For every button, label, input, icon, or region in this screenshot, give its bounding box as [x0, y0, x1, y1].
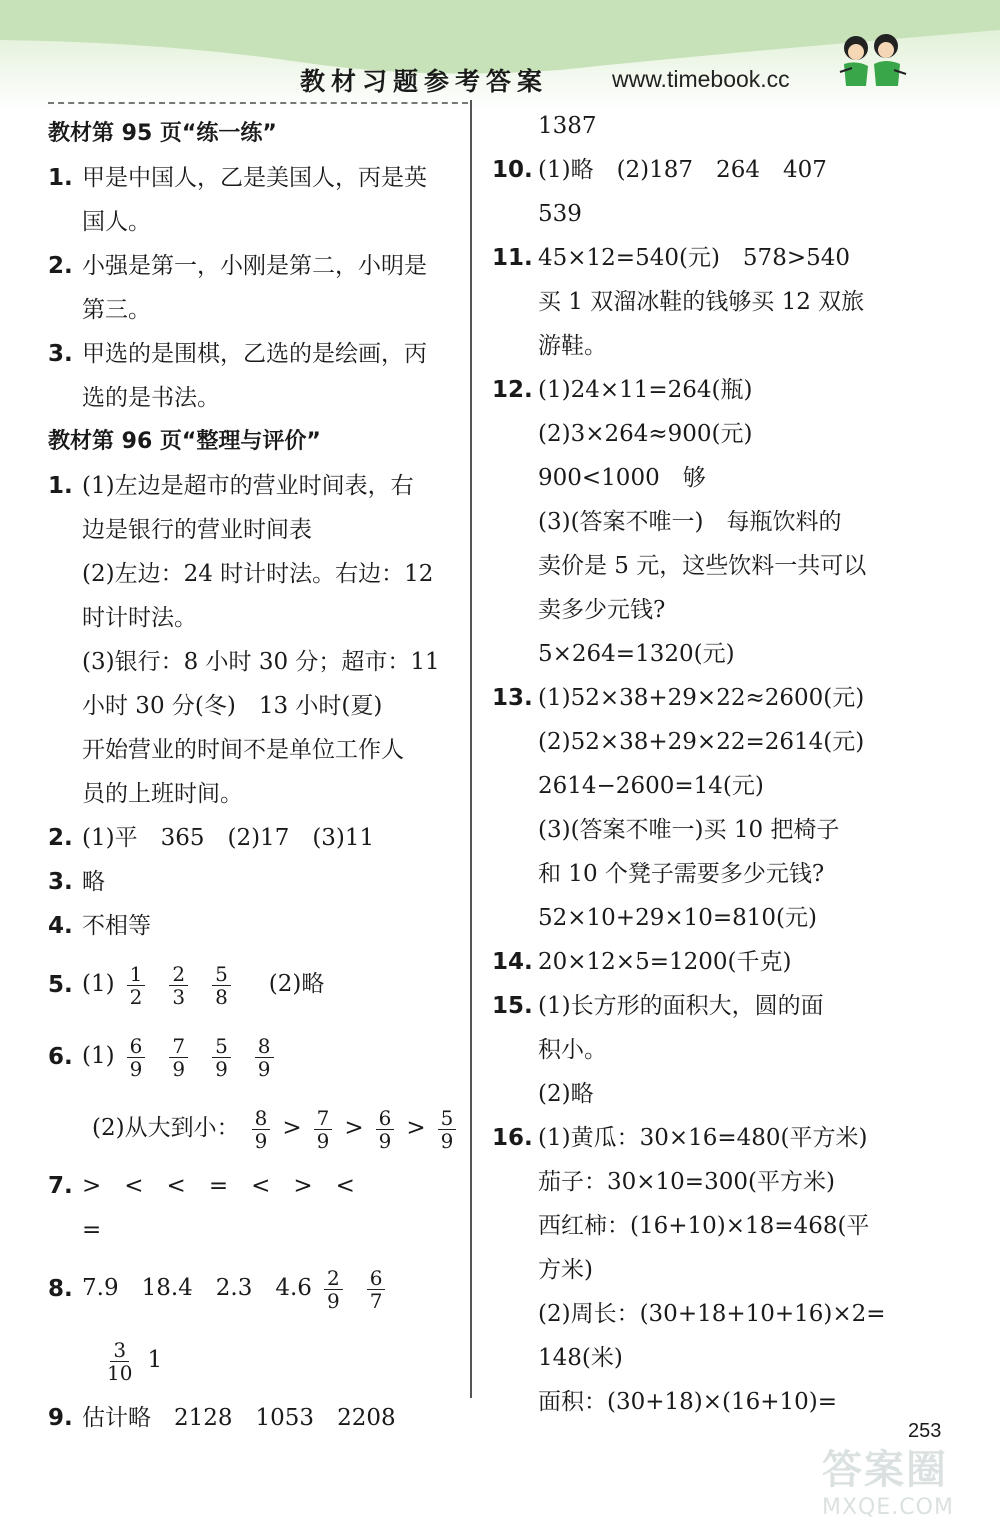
answer-item: [48, 816, 468, 860]
fraction: [169, 1035, 188, 1080]
answer-text: 茄子：30×10=300(平方米): [538, 1169, 835, 1195]
answer-item: [48, 1164, 468, 1208]
answer-text-cont: [492, 280, 912, 324]
answer-text: (2)略: [268, 971, 325, 997]
greater-than-sign: >: [406, 1115, 426, 1141]
numerator: 6: [376, 1107, 395, 1130]
answer-text-cont: [492, 104, 912, 148]
header-website: www.timebook.cc: [612, 66, 790, 92]
section-heading-p96: 教材第 96 页“整理与评价”: [48, 429, 321, 454]
denominator: 9: [316, 1128, 330, 1153]
numerator: 8: [255, 1035, 274, 1058]
answer-text-cont: =: [82, 1217, 102, 1243]
answer-text-cont: [492, 1028, 912, 1072]
fraction: [127, 1035, 146, 1080]
denominator: 9: [378, 1128, 392, 1153]
numerator: 6: [127, 1035, 146, 1058]
answer-text: 甲选的是围棋，乙选的是绘画，丙: [82, 341, 427, 367]
answer-text-cont: [492, 1336, 912, 1380]
fraction: [255, 1035, 274, 1080]
answer-item: [48, 244, 468, 288]
answer-text: 539: [538, 201, 582, 227]
answer-text-cont: [492, 808, 912, 852]
numerator: 1: [127, 963, 146, 986]
item-number: 7.: [48, 1173, 73, 1199]
answer-item: [492, 236, 912, 280]
answer-text-cont: 小时 30 分(冬) 13 小时(夏): [82, 693, 383, 719]
answer-text-cont: [492, 1160, 912, 1204]
answer-text: (3)(答案不唯一) 每瓶饮料的: [538, 509, 842, 535]
answer-text-cont: [492, 764, 912, 808]
answer-text: (3)(答案不唯一)买 10 把椅子: [538, 817, 840, 843]
answer-item: [48, 464, 468, 508]
fraction: [324, 1267, 343, 1312]
answer-text: (1): [82, 1043, 115, 1069]
answer-text-cont: (2)左边：24 时计时法。右边：12: [82, 561, 434, 587]
answer-text: 西红柿：(16+10)×18=468(平: [538, 1213, 870, 1239]
item-number: 12.: [492, 377, 533, 403]
answer-text: 卖多少元钱?: [538, 597, 666, 623]
answer-text: 900<1000 够: [538, 465, 706, 491]
answer-text-cont: 边是银行的营业时间表: [82, 517, 312, 543]
answer-text-cont: [492, 720, 912, 764]
item-number: 1.: [48, 165, 73, 191]
answer-text: 和 10 个凳子需要多少元钱?: [538, 861, 825, 887]
answer-text: 不相等: [82, 913, 151, 939]
answer-text: 20×12×5=1200(千克): [538, 949, 792, 975]
answer-text: 1387: [538, 113, 597, 139]
answer-text-cont: [492, 852, 912, 896]
answer-text-cont: [492, 896, 912, 940]
watermark-url: MXQE.COM: [822, 1495, 954, 1520]
item-number: 11.: [492, 245, 533, 271]
numerator: 2: [169, 963, 188, 986]
fraction: [169, 963, 188, 1008]
answer-text: (1)24×11=264(瓶): [538, 377, 753, 403]
answer-item: [492, 984, 912, 1028]
item-number: 10.: [492, 157, 533, 183]
left-column: [48, 112, 468, 1440]
answer-text-cont: 时计时法。: [82, 605, 197, 631]
fraction: [367, 1267, 386, 1312]
denominator: 9: [257, 1056, 271, 1081]
answer-text: (2)3×264≈900(元): [538, 421, 753, 447]
answer-text-cont: [492, 544, 912, 588]
denominator: 9: [326, 1288, 340, 1313]
answer-text-cont: [492, 1292, 912, 1336]
answer-text-cont: [492, 192, 912, 236]
watermark-text: 答案圈: [822, 1447, 948, 1493]
answer-text: (1)长方形的面积大，圆的面: [538, 993, 824, 1019]
numerator: 5: [438, 1107, 457, 1130]
fraction: [438, 1107, 457, 1152]
item-number: 5.: [48, 972, 73, 998]
item-number: 4.: [48, 913, 73, 939]
fraction: [376, 1107, 395, 1152]
answer-text: 148(米): [538, 1345, 623, 1371]
item-number: 15.: [492, 993, 533, 1019]
item-number: 9.: [48, 1405, 73, 1431]
answer-text: 积小。: [538, 1037, 607, 1063]
answer-text: 面积：(30+18)×(16+10)=: [538, 1389, 838, 1415]
answer-text-cont: [492, 1072, 912, 1116]
answer-text: (1)平 365 (2)17 (3)11: [82, 825, 375, 851]
answer-text: 45×12=540(元) 578>540: [538, 245, 850, 271]
greater-than-sign: >: [344, 1115, 364, 1141]
answer-text: 7.9 18.4 2.3 4.6: [82, 1275, 312, 1301]
answer-text: (1): [82, 971, 115, 997]
answer-text: 5×264=1320(元): [538, 641, 735, 667]
answer-text-cont: 选的是书法。: [82, 385, 220, 411]
answer-text: 方米): [538, 1257, 593, 1283]
answer-text-cont: [492, 1380, 912, 1424]
item-number: 13.: [492, 685, 533, 711]
answer-item: [48, 1252, 468, 1324]
numerator: 7: [169, 1035, 188, 1058]
item-number: 14.: [492, 949, 533, 975]
answer-item: [48, 332, 468, 376]
answer-item: [48, 1396, 468, 1440]
kids-mascot-icon: [838, 30, 908, 92]
answer-text: (2)从大到小：: [92, 1115, 240, 1141]
numerator: 2: [324, 1267, 343, 1290]
answer-item: [48, 1020, 468, 1092]
item-number: 1.: [48, 473, 73, 499]
answer-text-cont: 国人。: [82, 209, 151, 235]
answer-item: [48, 948, 468, 1020]
answer-text-cont: [492, 1248, 912, 1292]
fraction: [212, 963, 231, 1008]
answer-text-cont: 第三。: [82, 297, 151, 323]
section-heading-p95: 教材第 95 页“练一练”: [48, 121, 277, 146]
denominator: 9: [440, 1128, 454, 1153]
denominator: 8: [215, 984, 228, 1009]
answer-text: 1: [147, 1347, 163, 1373]
answer-item: [492, 940, 912, 984]
watermark-logo: [822, 1438, 992, 1518]
answer-item: [492, 148, 912, 192]
answer-text-cont: [492, 588, 912, 632]
answer-text-cont: (3)银行：8 小时 30 分；超市：11: [82, 649, 440, 675]
numerator: 6: [367, 1267, 386, 1290]
answer-text: 52×10+29×10=810(元): [538, 905, 817, 931]
answer-text-cont: [492, 632, 912, 676]
item-number: 16.: [492, 1125, 533, 1151]
answer-text: (1)左边是超市的营业时间表，右: [82, 473, 414, 499]
answer-text-cont: [48, 1092, 468, 1164]
answer-text: 卖价是 5 元，这些饮料一共可以: [538, 553, 867, 579]
answer-text-cont: [492, 456, 912, 500]
denominator: 3: [172, 984, 186, 1009]
answer-text: (1)52×38+29×22≈2600(元): [538, 685, 865, 711]
answer-item: [492, 1116, 912, 1160]
answer-text-cont: 开始营业的时间不是单位工作人: [82, 737, 404, 763]
answer-text-cont: [48, 1324, 468, 1396]
fraction: [104, 1339, 135, 1384]
denominator: 9: [129, 1056, 143, 1081]
fraction: [127, 963, 146, 1008]
right-column: [492, 104, 912, 1424]
column-divider: [470, 100, 472, 1398]
answer-text-cont: 员的上班时间。: [82, 781, 243, 807]
greater-than-sign: >: [282, 1115, 302, 1141]
answer-item: [48, 156, 468, 200]
denominator: 9: [172, 1056, 186, 1081]
denominator: 2: [129, 984, 143, 1009]
answer-text-cont: [492, 1204, 912, 1248]
answer-text: (1)黄瓜：30×16=480(平方米): [538, 1125, 868, 1151]
numerator: 5: [212, 963, 231, 986]
item-number: 2.: [48, 253, 73, 279]
denominator: 10: [107, 1360, 133, 1385]
numerator: 3: [110, 1339, 129, 1362]
answer-item: [492, 676, 912, 720]
denominator: 7: [369, 1288, 383, 1313]
answer-item: [48, 904, 468, 948]
answer-text: 买 1 双溜冰鞋的钱够买 12 双旅: [538, 289, 865, 315]
numerator: 8: [252, 1107, 271, 1130]
answer-item: [48, 860, 468, 904]
item-number: 8.: [48, 1276, 73, 1302]
answer-text-cont: [492, 412, 912, 456]
answer-text: (2)周长：(30+18+10+16)×2=: [538, 1301, 886, 1327]
answer-text-cont: [492, 324, 912, 368]
item-number: 3.: [48, 341, 73, 367]
answer-text: (1)略 (2)187 264 407: [538, 157, 827, 183]
answer-text: (2)略: [538, 1081, 594, 1107]
numerator: 5: [212, 1035, 231, 1058]
page-number: 253: [908, 1420, 942, 1442]
answer-text: > < < = < > <: [82, 1173, 355, 1199]
answer-text-cont: [492, 500, 912, 544]
numerator: 7: [314, 1107, 333, 1130]
fraction: [212, 1035, 231, 1080]
answer-text: 游鞋。: [538, 333, 607, 359]
answer-text: 略: [82, 869, 105, 895]
answer-text: (2)52×38+29×22=2614(元): [538, 729, 865, 755]
answer-text: 甲是中国人，乙是美国人，丙是英: [82, 165, 427, 191]
answer-item: [492, 368, 912, 412]
header-divider: [48, 102, 468, 104]
item-number: 3.: [48, 869, 73, 895]
answer-text: 2614−2600=14(元): [538, 773, 764, 799]
denominator: 9: [254, 1128, 268, 1153]
fraction: [252, 1107, 271, 1152]
fraction: [314, 1107, 333, 1152]
page-header-title: 教材习题参考答案: [300, 67, 549, 96]
item-number: 2.: [48, 825, 73, 851]
answer-text: 估计略 2128 1053 2208: [82, 1405, 396, 1431]
denominator: 9: [215, 1056, 228, 1081]
answer-text: 小强是第一，小刚是第二，小明是: [82, 253, 427, 279]
item-number: 6.: [48, 1044, 73, 1070]
